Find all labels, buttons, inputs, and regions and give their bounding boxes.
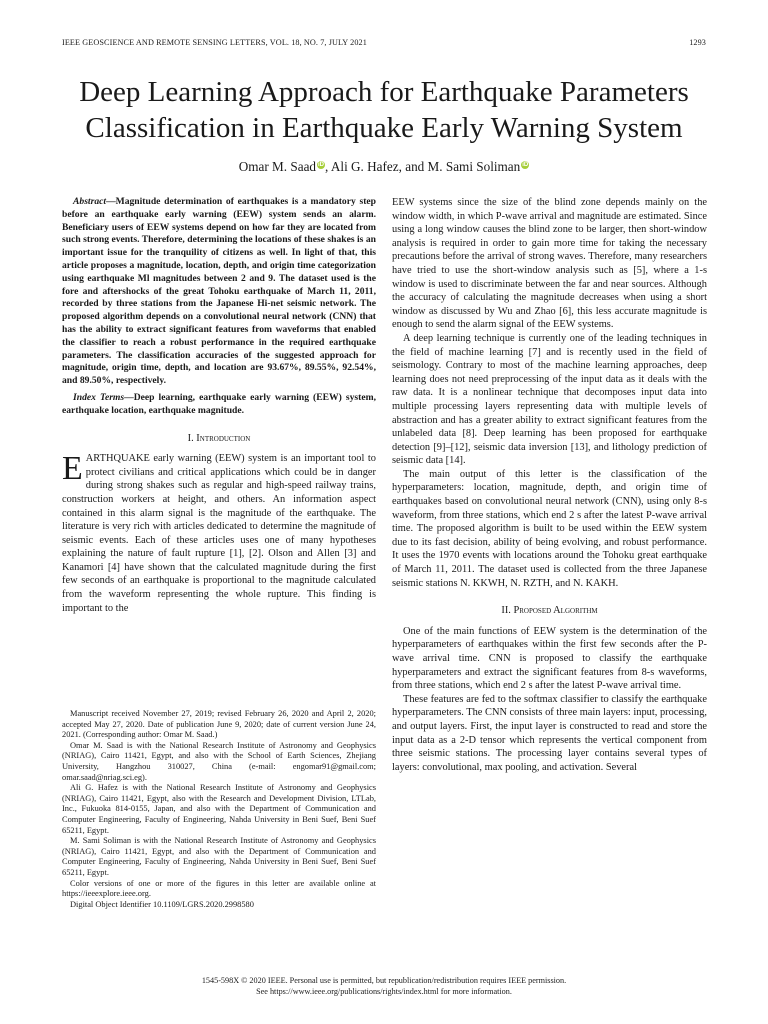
copyright-notice (62, 976, 706, 997)
orcid-icon[interactable]: iD (318, 161, 325, 168)
index-terms-text: Deep learning, earthquake early warning (EEW) system, earthquake location, earthquake magnitude. (62, 391, 376, 416)
intro-paragraph (62, 452, 376, 615)
intro-text: ARTHQUAKE early warning (EEW) system is an important tool to protect civilians and critical applications which could be in danger during strong shakes such as regular and high-speed railway trains, construction workers at height, and others. An information aspect contained in this alarm signal is the magnitude of the earthquake. The literature is very rich with articles dedicated to determine the magnitude of seismic events. Each of these articles uses one of many hypotheses explaining the nature of fault rupture [1], [2]. Olson and Allen [3] and Kanamori [4] have shown that the calculated magnitude during the first few seconds of an earthquake is proportional to the magnitude calculated from the waveform representing the whole rupture. This finding is important to the (62, 453, 376, 614)
copyright-line-1: 1545-598X © 2020 IEEE. Personal use is permitted, but republication/redistribution requires IEEE permission. (201, 976, 567, 985)
title-line-2: Classification in Earthquake Early Warning System (85, 112, 683, 144)
title-line-1: Deep Learning Approach for Earthquake Parameters (79, 76, 689, 108)
footnote-author-2: Ali G. Hafez is with the National Research Institute of Astronomy and Geophysics (NRIAG), Cairo 11421, Egypt, also with the Research and Development Division, LTLab, Inc., Fukuoka 814-0155, Japan, and also with the Department of Communication and Computer Engineering, Faculty of Engineering, Nahda University in Beni Suef, Beni Suef 65211, Egypt. (62, 783, 376, 835)
body-paragraph: The main output of this letter is the classification of the hyperparameters: location, magnitude, depth, and origin time of earthquakes based on convolutional neural network (CNN), using only 8-s waveform, from three stations, which end 2 s after the latest P-wave arrival time. The proposed algorithm is built to be used within the EEW system due to its fast decision, ability of being evolving, and robust performance. It uses the 1970 events with locations around the Tohoku great earthquake of March 11, 2011. The dataset used is collected from the three Japanese seismic stations N. KKWH, N. RZTH, and N. KAKH. (392, 468, 707, 589)
author-list (40, 159, 728, 175)
right-column (392, 196, 707, 774)
body-paragraph: These features are fed to the softmax classifier to classify the earthquake hyperparameters. The CNN consists of three main layers: input, processing, and output layers. First, the input layer is constructed to read and store the input data as a 2-D tensor which represents the vertical component from three seismic stations. The processing layer contains several types of layers: convolutional, max pooling, and activation. Several (392, 693, 707, 773)
footnote-manuscript: Manuscript received November 27, 2019; revised February 26, 2020 and April 2, 2020; accepted May 27, 2020. Date of publication June 9, 2020; date of current version June 24, 2021. (Corresponding author: Omar M. Saad.) (62, 709, 376, 740)
section-heading-proposed-algorithm: II. Proposed Algorithm (501, 605, 598, 617)
abstract (62, 196, 376, 388)
drop-cap: E (62, 450, 83, 488)
body-paragraph: A deep learning technique is currently one of the leading techniques in the field of machine learning [7] and is recently used in the field of seismology. Contrary to most of the machine learning approaches, deep learning does not need preprocessing of the input data as it deals with the raw data. It is a nonlinear technique that decomposes input data into multiple processing layers representing data with multiple levels of abstraction and has a greater ability to extract significant features from the unlabeled data [8]. Deep learning has been proposed for earthquake detection [9]–[12], seismic data inversion [13], and lithology prediction of seismic data [14]. (392, 332, 707, 467)
abstract-label: Abstract (73, 196, 107, 207)
section-heading-introduction: I. Introduction (187, 432, 251, 444)
index-terms-label: Index Terms (73, 391, 125, 403)
orcid-icon[interactable]: iD (522, 161, 529, 168)
footnote-color: Color versions of one or more of the figures in this letter are available online at https://ieeexplore.ieee.org. (62, 878, 376, 899)
paper-title (40, 74, 728, 146)
footnotes (62, 709, 376, 910)
footnote-doi: Digital Object Identifier 10.1109/LGRS.2020.2998580 (70, 899, 254, 909)
body-paragraph: EEW systems since the size of the blind zone depends mainly on the window width, in which P-wave arrival and magnitude are estimated. Since using a long window causes the blind zone to be larger, then short-window analysis is required in order to gain more time for taking the necessary precautions before the arrival of strong waves. Therefore, many researchers have tried to use the short-window analysis such as [5], where a 1-s window is used to discriminate between the far and near sources. Although the accuracy of calculating the magnitude decreases when using a short window as discussed by Wu and Zhao [6], this less accurate magnitude is enough to send the alarm signal of the EEW systems. (392, 197, 707, 331)
running-head (62, 38, 706, 52)
body-paragraph: One of the main functions of EEW system is the determination of the hyperparameters of earthquakes within the first few seconds after the P-wave arrival time. CNN is proposed to classify the earthquake hyperparameters and extract the significant features from 8-s waveforms, from three stations, which end 2 s after the latest P-wave arrival time. (392, 625, 707, 692)
page-number: 1293 (689, 38, 706, 47)
copyright-line-2: See https://www.ieee.org/publications/rights/index.html for more information. (256, 986, 512, 996)
author-1: Omar M. Saad (238, 159, 317, 174)
abstract-dash: — (106, 196, 116, 207)
footnote-author-3: M. Sami Soliman is with the National Research Institute of Astronomy and Geophysics (NRIAG), Cairo 11421, Egypt, and also with the Department of Communication and Computer Engineering, Faculty of Engineering, Nahda University in Beni Suef, Beni Suef 65211, Egypt. (62, 836, 376, 877)
footnote-author-1: Omar M. Saad is with the National Research Institute of Astronomy and Geophysics (NRIAG), Cairo 11421, Egypt, and also with the School of Earth Sciences, Zhejiang University, Hangzhou 310027, China (e-mail: engomar91@gmail.com; omar.saad@nriag.sci.eg). (62, 740, 376, 782)
journal-citation: IEEE GEOSCIENCE AND REMOTE SENSING LETTERS, VOL. 18, NO. 7, JULY 2021 (62, 38, 367, 47)
abstract-text: Magnitude determination of earthquakes is a mandatory step before an earthquake early warning (EEW) system sends an alarm. Beneficiary users of EEW systems depend on how far they are located from such strong events. Therefore, determining the locations of these shakes is an important issue for the tranquility of citizens as well. In light of that, this article proposes a magnitude, location, depth, and origin time categorization using earthquake Ml magnitudes between 2 and 9. The dataset used is the fore and aftershocks of the great Tohoku earthquake of March 11, 2011, recorded by three stations from the Japanese Hi-net seismic network. The proposed algorithm depends on a convolutional neural network (CNN) that has the ability to extract significant features from waveforms that enabled the classifier to reach a robust performance in the required earthquake parameters. The classification accuracies of the suggested approach for magnitude, origin time, depth, and location are 93.67%, 89.55%, 92.54%, and 89.50%, respectively. (62, 196, 376, 387)
index-terms-dash: — (124, 391, 134, 403)
left-column (62, 196, 376, 615)
author-rest: , Ali G. Hafez, and M. Sami Soliman (325, 159, 521, 174)
index-terms (62, 392, 376, 418)
